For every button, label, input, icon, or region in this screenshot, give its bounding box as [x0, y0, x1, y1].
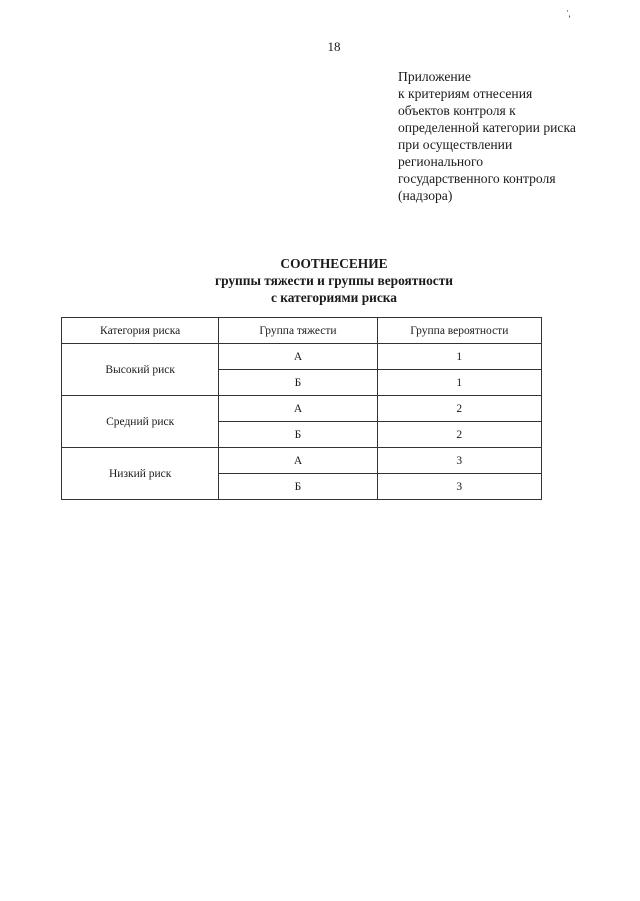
probability-cell: 3 — [377, 448, 541, 474]
appendix-line: объектов контроля к — [398, 103, 516, 118]
title-heading: СООТНЕСЕНИЕ — [280, 256, 388, 271]
appendix-line: при осуществлении — [398, 137, 513, 152]
risk-category-table — [61, 317, 542, 500]
probability-cell: 3 — [377, 474, 541, 500]
table-header-row — [62, 318, 542, 344]
table-row — [62, 344, 542, 370]
scan-speck: ’ — [568, 14, 571, 24]
table-row — [62, 448, 542, 474]
appendix-line: государственного контроля — [398, 171, 556, 186]
title-subheading: с категориями риска — [270, 290, 398, 305]
header-severity-group: Группа тяжести — [219, 318, 377, 344]
severity-cell: А — [219, 448, 377, 474]
probability-cell: 2 — [377, 396, 541, 422]
appendix-line: регионального — [398, 154, 483, 169]
appendix-line: Приложение — [398, 69, 471, 84]
severity-cell: А — [219, 344, 377, 370]
appendix-note — [398, 68, 628, 204]
severity-cell: Б — [219, 474, 377, 500]
appendix-line: определенной категории риска — [398, 120, 576, 135]
probability-cell: 1 — [377, 344, 541, 370]
scan-speck: · — [566, 6, 569, 16]
appendix-line: к критериям отнесения — [398, 86, 533, 101]
risk-category-cell: Средний риск — [62, 396, 219, 448]
header-risk-category: Категория риска — [62, 318, 219, 344]
severity-cell: Б — [219, 422, 377, 448]
page-number: 18 — [327, 39, 341, 54]
severity-cell: А — [219, 396, 377, 422]
appendix-line: (надзора) — [398, 188, 453, 203]
probability-cell: 1 — [377, 370, 541, 396]
document-title — [0, 255, 640, 306]
table-row — [62, 396, 542, 422]
header-probability-group: Группа вероятности — [377, 318, 541, 344]
probability-cell: 2 — [377, 422, 541, 448]
title-subheading: группы тяжести и группы вероятности — [214, 273, 454, 288]
risk-category-cell: Высокий риск — [62, 344, 219, 396]
risk-category-cell: Низкий риск — [62, 448, 219, 500]
severity-cell: Б — [219, 370, 377, 396]
